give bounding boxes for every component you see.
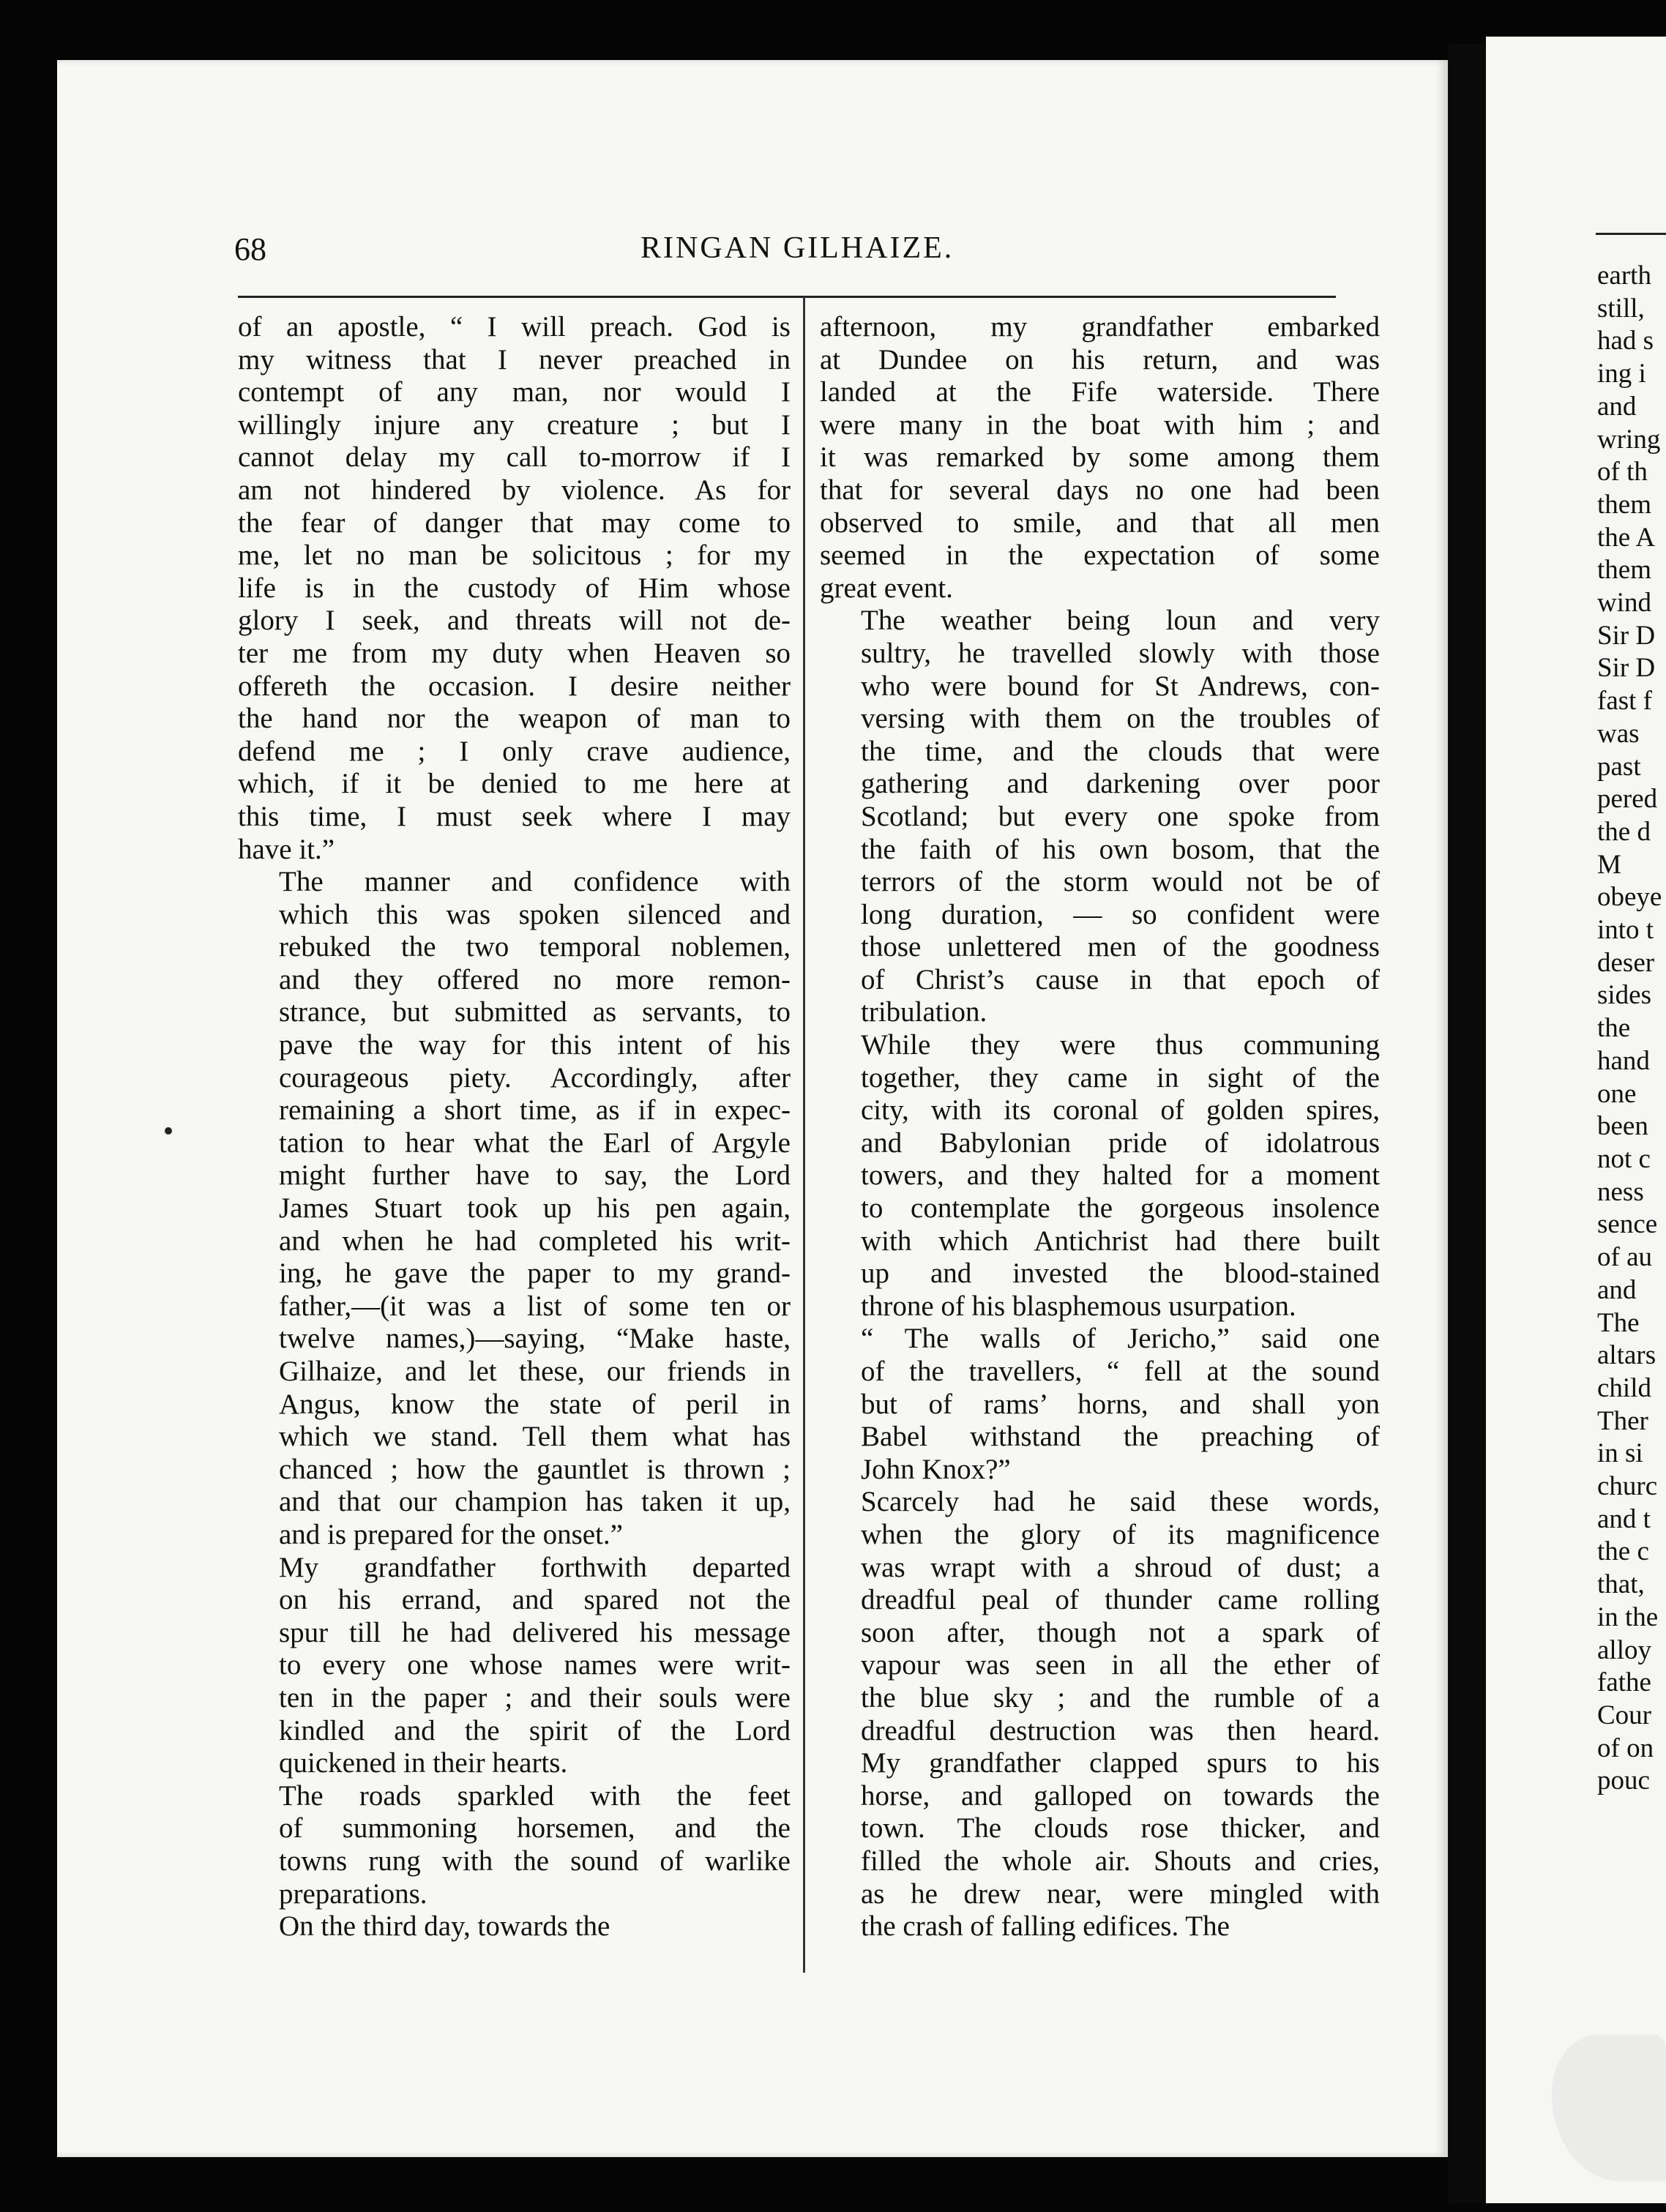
- text-line: My grandfather clapped spurs to his: [861, 1747, 1380, 1779]
- paragraph: [820, 605, 1380, 1029]
- text-line: the blue sky ; and the rumble of a: [861, 1681, 1380, 1714]
- fragment-line: of on: [1597, 1733, 1654, 1763]
- text-line: city, with its coronal of golden spires,: [861, 1094, 1380, 1126]
- fragment-line: sides: [1597, 980, 1651, 1011]
- text-line: might further have to say, the Lord: [279, 1159, 791, 1192]
- paragraph: [238, 866, 791, 1551]
- text-line: cannot delay my call to-morrow if I: [238, 441, 791, 474]
- fragment-line: alloy: [1597, 1634, 1651, 1665]
- fragment-line: in the: [1597, 1602, 1659, 1632]
- text-line: towns rung with the sound of warlike: [279, 1845, 791, 1877]
- facing-page-text-fragment: [1597, 260, 1666, 1798]
- text-line: am not hindered by violence. As for: [238, 474, 791, 506]
- fragment-line: fathe: [1597, 1667, 1651, 1698]
- text-line: tation to hear what the Earl of Argyle: [279, 1126, 791, 1159]
- fragment-line: had s: [1597, 326, 1654, 356]
- paragraph: [820, 1029, 1380, 1323]
- fragment-line: into t: [1597, 915, 1654, 946]
- text-line: my witness that I never preached in: [238, 343, 791, 375]
- text-line: vapour was seen in all the ether of: [861, 1649, 1380, 1681]
- margin-mark: [165, 1127, 172, 1135]
- text-line: sultry, he travelled slowly with those: [861, 637, 1380, 669]
- text-line: The weather being loun and very: [861, 605, 1380, 637]
- text-line: which, if it be denied to me here at: [238, 768, 791, 800]
- text-line: Scarcely had he said these words,: [861, 1486, 1380, 1518]
- text-line: to contemplate the gorgeous insolence: [861, 1192, 1380, 1225]
- text-line: father,—(it was a list of some ten or: [279, 1290, 791, 1322]
- fragment-line: wring: [1597, 424, 1661, 455]
- text-line: and is prepared for the onset.”: [279, 1518, 623, 1550]
- text-line: soon after, though not a spark of: [861, 1616, 1380, 1648]
- facing-header-rule: [1596, 233, 1666, 235]
- text-line: gathering and darkening over poor: [861, 768, 1380, 800]
- text-line: Scotland; but every one spoke from: [861, 800, 1380, 832]
- text-line: on his errand, and spared not the: [279, 1584, 791, 1616]
- text-line: courageous piety. Accordingly, after: [279, 1061, 791, 1094]
- text-line: long duration, — so confident were: [861, 898, 1380, 930]
- text-line: defend me ; I only crave audience,: [238, 735, 791, 767]
- text-line: On the third day, towards the: [279, 1910, 610, 1943]
- text-line: which we stand. Tell them what has: [279, 1421, 791, 1453]
- fragment-line: Sir D: [1597, 653, 1656, 684]
- text-line: My grandfather forthwith departed: [279, 1551, 791, 1583]
- text-line: willingly injure any creature ; but I: [238, 408, 791, 441]
- fragment-line: earth: [1597, 261, 1651, 291]
- fragment-line: ness: [1597, 1176, 1644, 1207]
- text-line: rebuked the two temporal noblemen,: [279, 931, 791, 963]
- text-line: pave the way for this intent of his: [279, 1029, 791, 1061]
- text-line: of the travellers, “ fell at the sound: [861, 1356, 1380, 1387]
- fragment-line: and t: [1597, 1503, 1651, 1534]
- text-line: with which Antichrist had there built: [861, 1225, 1380, 1257]
- fragment-line: of th: [1597, 457, 1648, 487]
- paragraph: [820, 1486, 1380, 1943]
- text-line: throne of his blasphemous usurpation.: [861, 1290, 1296, 1322]
- text-line: which this was spoken silenced and: [279, 898, 791, 930]
- text-line: and when he had completed his writ-: [279, 1225, 791, 1257]
- fragment-line: ing i: [1597, 359, 1646, 389]
- text-line: quickened in their hearts.: [279, 1747, 568, 1779]
- text-line: and they offered no more remon-: [279, 963, 791, 995]
- text-line: terrors of the storm would not be of: [861, 866, 1380, 898]
- text-line: town. The clouds rose thicker, and: [861, 1812, 1380, 1845]
- text-line: Angus, know the state of peril in: [279, 1388, 791, 1420]
- fragment-line: was: [1597, 718, 1640, 749]
- fragment-line: that,: [1597, 1569, 1645, 1600]
- fragment-line: them: [1597, 489, 1651, 520]
- fragment-line: in si: [1597, 1438, 1643, 1469]
- paragraph: [238, 1780, 791, 1910]
- fragment-line: pered: [1597, 784, 1658, 815]
- fragment-line: been: [1597, 1111, 1648, 1142]
- text-line: at Dundee on his return, and was: [820, 343, 1380, 375]
- text-line: glory I seek, and threats will not de-: [238, 605, 791, 637]
- text-line: of Christ’s cause in that epoch of: [861, 963, 1380, 995]
- text-line: preparations.: [279, 1877, 427, 1910]
- fragment-line: past: [1597, 751, 1641, 782]
- text-line: towers, and they halted for a moment: [861, 1159, 1380, 1192]
- text-line: remaining a short time, as if in expec-: [279, 1094, 791, 1126]
- fragment-line: Ther: [1597, 1405, 1648, 1436]
- text-line: ing, he gave the paper to my grand-: [279, 1258, 791, 1290]
- fragment-line: the A: [1597, 522, 1656, 553]
- text-line: and Babylonian pride of idolatrous: [861, 1126, 1380, 1159]
- fragment-line: of au: [1597, 1242, 1652, 1273]
- text-line: together, they came in sight of the: [861, 1061, 1380, 1094]
- text-line: dreadful peal of thunder came rolling: [861, 1584, 1380, 1616]
- text-line: seemed in the expectation of some: [820, 539, 1380, 572]
- fragment-line: still,: [1597, 293, 1645, 324]
- text-line: kindled and the spirit of the Lord: [279, 1714, 791, 1746]
- text-line: The manner and confidence with: [279, 866, 791, 898]
- text-line: those unlettered men of the goodness: [861, 931, 1380, 963]
- fragment-line: fast f: [1597, 686, 1652, 717]
- fragment-line: the d: [1597, 816, 1651, 847]
- text-line: and that our champion has taken it up,: [279, 1486, 791, 1518]
- fragment-line: hand: [1597, 1045, 1650, 1076]
- text-line: that for several days no one had been: [820, 474, 1380, 506]
- text-line: ter me from my duty when Heaven so: [238, 637, 791, 669]
- fragment-line: The: [1597, 1307, 1640, 1338]
- text-line: filled the whole air. Shouts and cries,: [861, 1845, 1380, 1877]
- text-line: the fear of danger that may come to: [238, 507, 791, 539]
- fragment-line: sence: [1597, 1209, 1658, 1240]
- paragraph: [820, 311, 1380, 605]
- text-line: life is in the custody of Him whose: [238, 572, 791, 604]
- page-header: [234, 231, 1347, 274]
- fragment-line: pouc: [1597, 1766, 1650, 1796]
- text-line: James Stuart took up his pen again,: [279, 1192, 791, 1225]
- text-line: The roads sparkled with the feet: [279, 1779, 791, 1812]
- text-line: the faith of his own bosom, that the: [861, 833, 1380, 865]
- text-line: ten in the paper ; and their souls were: [279, 1681, 791, 1714]
- fragment-line: one: [1597, 1078, 1637, 1109]
- fragment-line: the c: [1597, 1536, 1649, 1567]
- text-line: tribulation.: [861, 996, 987, 1028]
- column-divider: [803, 296, 805, 1973]
- text-line: observed to smile, and that all men: [820, 507, 1380, 539]
- text-line: me, let no man be solicitous ; for my: [238, 539, 791, 572]
- text-line: of an apostle, “ I will preach. God is: [238, 311, 791, 343]
- fragment-line: obeye: [1597, 882, 1662, 913]
- text-line: have it.”: [238, 833, 335, 865]
- text-line: as he drew near, were mingled with: [861, 1877, 1380, 1910]
- text-line: horse, and galloped on towards the: [861, 1779, 1380, 1812]
- paragraph: [238, 1910, 791, 1943]
- text-line: contempt of any man, nor would I: [238, 376, 791, 408]
- text-line: it was remarked by some among them: [820, 441, 1380, 474]
- text-line: but of rams’ horns, and shall yon: [861, 1388, 1380, 1420]
- fragment-line: and: [1597, 391, 1637, 422]
- fragment-line: churc: [1597, 1471, 1658, 1502]
- text-line: afternoon, my grandfather embarked: [820, 311, 1380, 343]
- text-line: up and invested the blood-stained: [861, 1258, 1380, 1290]
- text-line: of summoning horsemen, and the: [279, 1812, 791, 1845]
- text-line: this time, I must seek where I may: [238, 800, 791, 832]
- text-line: who were bound for St Andrews, con-: [861, 670, 1380, 702]
- page-number: 68: [234, 231, 266, 267]
- text-line: spur till he had delivered his message: [279, 1616, 791, 1648]
- text-line: offereth the occasion. I desire neither: [238, 670, 791, 702]
- fragment-line: the: [1597, 1013, 1631, 1044]
- text-line: While they were thus communing: [861, 1029, 1380, 1061]
- fragment-line: wind: [1597, 588, 1651, 619]
- fragment-line: deser: [1597, 947, 1655, 978]
- text-line: the crash of falling edifices. The: [861, 1910, 1230, 1943]
- text-line: great event.: [820, 572, 953, 604]
- header-rule: [238, 296, 1336, 298]
- fragment-line: and: [1597, 1274, 1637, 1305]
- text-line: Gilhaize, and let these, our friends in: [279, 1356, 791, 1387]
- fragment-line: Sir D: [1597, 620, 1656, 651]
- text-line: Babel withstand the preaching of: [861, 1421, 1380, 1453]
- text-line: chanced ; how the gauntlet is thrown ;: [279, 1453, 791, 1485]
- running-title: RINGAN GILHAIZE.: [640, 231, 955, 265]
- text-line: landed at the Fife waterside. There: [820, 376, 1380, 408]
- text-line: was wrapt with a shroud of dust; a: [861, 1551, 1380, 1583]
- right-text-column: [820, 311, 1380, 1943]
- text-line: “ The walls of Jericho,” said one: [861, 1323, 1380, 1355]
- fragment-line: child: [1597, 1372, 1651, 1403]
- paragraph: [820, 1323, 1380, 1486]
- left-text-column: [238, 311, 791, 1943]
- text-line: dreadful destruction was then heard.: [861, 1714, 1380, 1746]
- text-line: strance, but submitted as servants, to: [279, 996, 791, 1028]
- text-line: versing with them on the troubles of: [861, 703, 1380, 735]
- text-line: John Knox?”: [861, 1453, 1011, 1485]
- text-line: were many in the boat with him ; and: [820, 408, 1380, 441]
- paragraph: [238, 1552, 791, 1780]
- text-line: twelve names,)—saying, “Make haste,: [279, 1323, 791, 1355]
- fragment-line: not c: [1597, 1143, 1651, 1174]
- fragment-line: them: [1597, 555, 1651, 586]
- text-line: the hand nor the weapon of man to: [238, 703, 791, 735]
- paragraph: [238, 311, 791, 866]
- text-line: to every one whose names were writ-: [279, 1649, 791, 1681]
- fragment-line: altars: [1597, 1340, 1656, 1371]
- book-gutter: [1448, 44, 1486, 2203]
- fragment-line: Cour: [1597, 1700, 1651, 1730]
- text-line: the time, and the clouds that were: [861, 735, 1380, 767]
- fragment-line: M: [1597, 849, 1621, 880]
- text-line: when the glory of its magnificence: [861, 1518, 1380, 1550]
